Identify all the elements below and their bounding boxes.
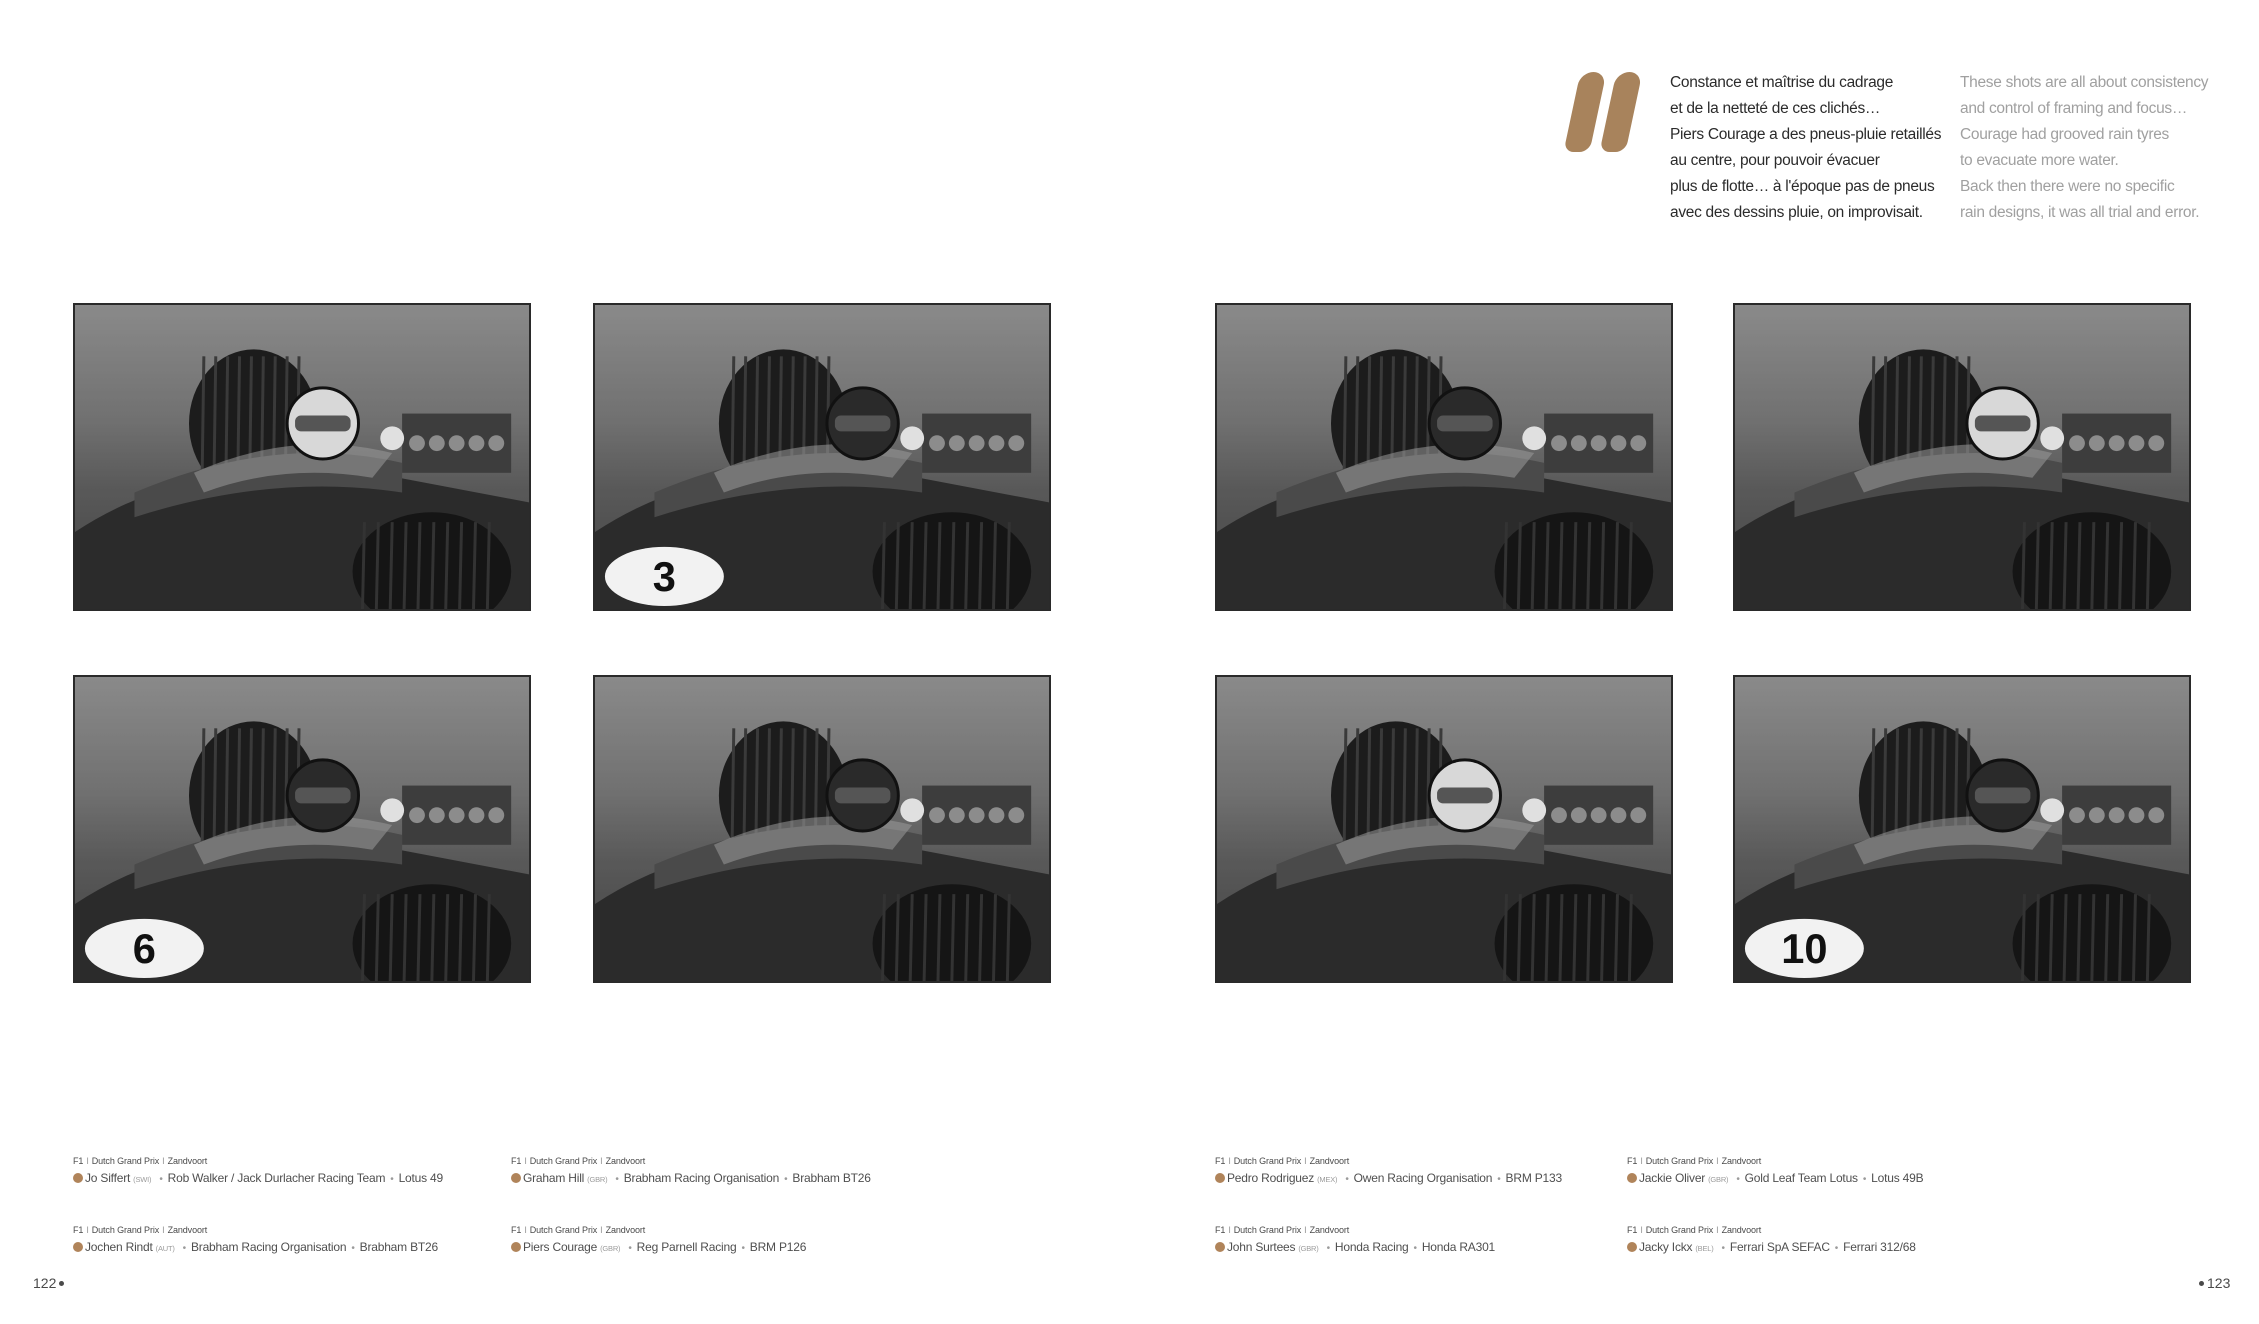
page-number-text: 122: [33, 1275, 57, 1291]
page-number-left: [33, 1275, 67, 1291]
quote-french: [1670, 70, 1941, 226]
page-number-right: [2196, 1275, 2230, 1291]
car-illustration: [1217, 305, 1671, 609]
car-illustration: [75, 677, 529, 981]
caption-team: Gold Leaf Team Lotus: [1744, 1171, 1858, 1185]
caption-team: Honda Racing: [1334, 1240, 1409, 1254]
race-photo: [73, 303, 531, 611]
caption-nationality: (BEL): [1695, 1244, 1714, 1253]
caption-car: Ferrari 312/68: [1843, 1240, 1916, 1254]
caption-team: Brabham Racing Organisation: [623, 1171, 780, 1185]
caption-event: Dutch Grand Prix: [1645, 1225, 1714, 1235]
caption-team: Brabham Racing Organisation: [190, 1240, 347, 1254]
caption-series: F1: [73, 1156, 84, 1166]
caption-venue: Zandvoort: [1309, 1156, 1350, 1166]
quote-en-line: Courage had grooved rain tyres: [1960, 126, 2169, 143]
bullet-icon: [511, 1173, 521, 1183]
caption-event: Dutch Grand Prix: [529, 1225, 598, 1235]
caption-nationality: (MEX): [1317, 1175, 1338, 1184]
caption-driver: Jacky Ickx: [1639, 1240, 1693, 1254]
race-number: 6: [132, 925, 156, 973]
bullet-icon: [2199, 1281, 2204, 1286]
bullet-icon: [59, 1281, 64, 1286]
caption-venue: Zandvoort: [1721, 1225, 1762, 1235]
quote-fr-line: et de la netteté de ces clichés…: [1670, 100, 1881, 117]
page-number-text: 123: [2207, 1275, 2231, 1291]
photo-caption: F1 I Dutch Grand Prix I Zandvoort John Surtees (GBR) • Honda Racing • Honda RA301: [1215, 1225, 1496, 1254]
race-photo: [1215, 303, 1673, 611]
caption-team: Ferrari SpA SEFAC: [1729, 1240, 1830, 1254]
quote-en-line: Back then there were no specific: [1960, 178, 2175, 195]
caption-car: Brabham BT26: [792, 1171, 871, 1185]
caption-series: F1: [511, 1225, 522, 1235]
caption-event: Dutch Grand Prix: [1233, 1156, 1302, 1166]
caption-event: Dutch Grand Prix: [529, 1156, 598, 1166]
race-number: 3: [652, 553, 676, 601]
quote-fr-line: au centre, pour pouvoir évacuer: [1670, 152, 1880, 169]
caption-car: Honda RA301: [1421, 1240, 1496, 1254]
car-illustration: [1217, 677, 1671, 981]
caption-nationality: (GBR): [600, 1244, 621, 1253]
quote-mark-icon: [1562, 40, 1642, 160]
caption-team: Rob Walker / Jack Durlacher Racing Team: [167, 1171, 386, 1185]
caption-team: Owen Racing Organisation: [1353, 1171, 1493, 1185]
bullet-icon: [73, 1173, 83, 1183]
caption-nationality: (GBR): [587, 1175, 608, 1184]
caption-driver: John Surtees: [1227, 1240, 1296, 1254]
bullet-icon: [1215, 1173, 1225, 1183]
photo-caption: F1 I Dutch Grand Prix I Zandvoort Piers Courage (GBR) • Reg Parnell Racing • BRM P126: [511, 1225, 807, 1254]
bullet-icon: [511, 1242, 521, 1252]
caption-series: F1: [1215, 1156, 1226, 1166]
car-illustration: [595, 305, 1049, 609]
race-photo: [1733, 675, 2191, 983]
caption-driver: Pedro Rodriguez: [1227, 1171, 1315, 1185]
photo-caption: F1 I Dutch Grand Prix I Zandvoort Pedro Rodriguez (MEX) • Owen Racing Organisation • BRM P133: [1215, 1156, 1562, 1185]
caption-series: F1: [73, 1225, 84, 1235]
quote-english: [1960, 70, 2208, 226]
caption-venue: Zandvoort: [167, 1156, 208, 1166]
caption-driver: Piers Courage: [523, 1240, 598, 1254]
caption-series: F1: [1627, 1225, 1638, 1235]
caption-driver: Graham Hill: [523, 1171, 585, 1185]
quote-fr-line: Constance et maîtrise du cadrage: [1670, 74, 1894, 91]
caption-event: Dutch Grand Prix: [91, 1225, 160, 1235]
caption-event: Dutch Grand Prix: [1645, 1156, 1714, 1166]
car-illustration: [1735, 677, 2189, 981]
car-illustration: [1735, 305, 2189, 609]
race-photo: [593, 303, 1051, 611]
caption-car: BRM P133: [1505, 1171, 1562, 1185]
caption-venue: Zandvoort: [1721, 1156, 1762, 1166]
caption-nationality: (GBR): [1298, 1244, 1319, 1253]
race-photo: [73, 675, 531, 983]
caption-venue: Zandvoort: [605, 1156, 646, 1166]
race-photo: [1733, 303, 2191, 611]
caption-nationality: (GBR): [1708, 1175, 1729, 1184]
quote-en-line: to evacuate more water.: [1960, 152, 2119, 169]
caption-event: Dutch Grand Prix: [91, 1156, 160, 1166]
caption-venue: Zandvoort: [605, 1225, 646, 1235]
bullet-icon: [73, 1242, 83, 1252]
caption-team: Reg Parnell Racing: [636, 1240, 737, 1254]
photo-caption: F1 I Dutch Grand Prix I Zandvoort Jochen Rindt (AUT) • Brabham Racing Organisation • Brabham BT26: [73, 1225, 438, 1254]
caption-car: Lotus 49: [398, 1171, 443, 1185]
caption-series: F1: [1215, 1225, 1226, 1235]
caption-series: F1: [511, 1156, 522, 1166]
caption-car: BRM P126: [749, 1240, 807, 1254]
caption-venue: Zandvoort: [167, 1225, 208, 1235]
quote-fr-line: avec des dessins pluie, on improvisait.: [1670, 204, 1923, 221]
race-photo: [1215, 675, 1673, 983]
bullet-icon: [1215, 1242, 1225, 1252]
quote-en-line: These shots are all about consistency: [1960, 74, 2209, 91]
caption-driver: Jochen Rindt: [85, 1240, 153, 1254]
race-number: 10: [1781, 925, 1828, 973]
car-illustration: [75, 305, 529, 609]
caption-nationality: (AUT): [155, 1244, 175, 1253]
caption-event: Dutch Grand Prix: [1233, 1225, 1302, 1235]
photo-caption: F1 I Dutch Grand Prix I Zandvoort Jo Siffert (SWI) • Rob Walker / Jack Durlacher Racing Team • Lotus 49: [73, 1156, 443, 1185]
quote-fr-line: plus de flotte… à l'époque pas de pneus: [1670, 178, 1935, 195]
quote-fr-line: Piers Courage a des pneus-pluie retaillés: [1670, 126, 1942, 143]
photo-caption: F1 I Dutch Grand Prix I Zandvoort Jacky Ickx (BEL) • Ferrari SpA SEFAC • Ferrari 312/68: [1627, 1225, 1916, 1254]
caption-nationality: (SWI): [133, 1175, 152, 1184]
caption-series: F1: [1627, 1156, 1638, 1166]
caption-venue: Zandvoort: [1309, 1225, 1350, 1235]
car-illustration: [595, 677, 1049, 981]
quote-en-line: and control of framing and focus…: [1960, 100, 2188, 117]
bullet-icon: [1627, 1173, 1637, 1183]
caption-car: Brabham BT26: [359, 1240, 438, 1254]
photo-caption: F1 I Dutch Grand Prix I Zandvoort Graham Hill (GBR) • Brabham Racing Organisation • Brabham BT26: [511, 1156, 871, 1185]
caption-driver: Jackie Oliver: [1639, 1171, 1706, 1185]
caption-driver: Jo Siffert: [85, 1171, 131, 1185]
race-photo: [593, 675, 1051, 983]
photo-caption: F1 I Dutch Grand Prix I Zandvoort Jackie Oliver (GBR) • Gold Leaf Team Lotus • Lotus 49B: [1627, 1156, 1924, 1185]
quote-en-line: rain designs, it was all trial and error.: [1960, 204, 2200, 221]
bullet-icon: [1627, 1242, 1637, 1252]
caption-car: Lotus 49B: [1871, 1171, 1924, 1185]
